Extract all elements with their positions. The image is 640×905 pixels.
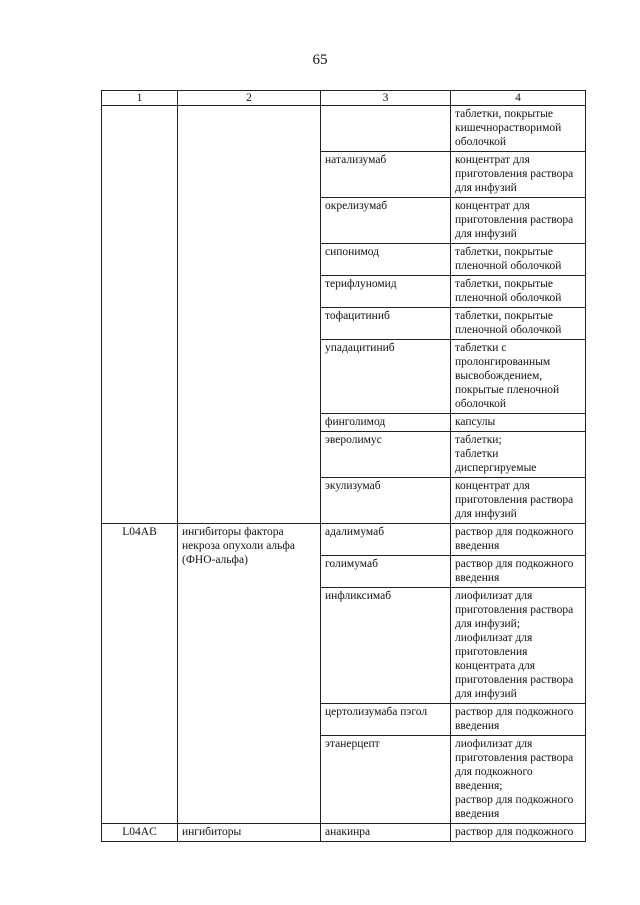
table-header-row bbox=[102, 91, 586, 106]
drug-name-cell: этанерцепт bbox=[321, 736, 451, 824]
dosage-form-cell: раствор для подкожного введения bbox=[451, 704, 586, 736]
drug-name-cell: эверолимус bbox=[321, 432, 451, 478]
dosage-form-cell: раствор для подкожного введения bbox=[451, 524, 586, 556]
column-header-2: 2 bbox=[178, 91, 321, 106]
drug-name-cell: терифлуномид bbox=[321, 276, 451, 308]
drug-table bbox=[101, 90, 586, 842]
group-name-cell bbox=[178, 106, 321, 524]
column-header-3: 3 bbox=[321, 91, 451, 106]
dosage-form-cell: капсулы bbox=[451, 414, 586, 432]
dosage-form-cell: раствор для подкожного bbox=[451, 824, 586, 842]
dosage-form-cell: концентрат для приготовления раствора для инфузий bbox=[451, 152, 586, 198]
drug-name-cell: адалимумаб bbox=[321, 524, 451, 556]
drug-name-cell: натализумаб bbox=[321, 152, 451, 198]
drug-name-cell: тофацитиниб bbox=[321, 308, 451, 340]
drug-name-cell: голимумаб bbox=[321, 556, 451, 588]
column-header-4: 4 bbox=[451, 91, 586, 106]
atc-code-cell: L04AC bbox=[102, 824, 178, 842]
dosage-form-cell: таблетки, покрытые пленочной оболочкой bbox=[451, 308, 586, 340]
drug-name-cell: финголимод bbox=[321, 414, 451, 432]
table-row bbox=[102, 824, 586, 842]
dosage-form-cell: концентрат для приготовления раствора для инфузий bbox=[451, 198, 586, 244]
drug-name-cell: экулизумаб bbox=[321, 478, 451, 524]
dosage-form-cell: таблетки, покрытые пленочной оболочкой bbox=[451, 276, 586, 308]
dosage-form-cell: раствор для подкожного введения bbox=[451, 556, 586, 588]
table-row bbox=[102, 524, 586, 556]
column-header-1: 1 bbox=[102, 91, 178, 106]
dosage-form-cell: таблетки; таблетки диспергируемые bbox=[451, 432, 586, 478]
drug-name-cell bbox=[321, 106, 451, 152]
dosage-form-cell: лиофилизат для приготовления раствора для инфузий; лиофилизат для приготовления концентрата для приготовления раствора для инфузий bbox=[451, 588, 586, 704]
drug-name-cell: инфликсимаб bbox=[321, 588, 451, 704]
group-name-cell: ингибиторы фактора некроза опухоли альфа (ФНО-альфа) bbox=[178, 524, 321, 824]
dosage-form-cell: лиофилизат для приготовления раствора для подкожного введения; раствор для подкожного введения bbox=[451, 736, 586, 824]
drug-name-cell: окрелизумаб bbox=[321, 198, 451, 244]
dosage-form-cell: таблетки, покрытые кишечнорастворимой оболочкой bbox=[451, 106, 586, 152]
drug-name-cell: цертолизумаба пэгол bbox=[321, 704, 451, 736]
dosage-form-cell: таблетки с пролонгированным высвобождением, покрытые пленочной оболочкой bbox=[451, 340, 586, 414]
page-number: 65 bbox=[312, 52, 328, 68]
group-name-cell: ингибиторы bbox=[178, 824, 321, 842]
drug-name-cell: упадацитиниб bbox=[321, 340, 451, 414]
table-row bbox=[102, 106, 586, 152]
drug-name-cell: сипонимод bbox=[321, 244, 451, 276]
drug-name-cell: анакинра bbox=[321, 824, 451, 842]
dosage-form-cell: концентрат для приготовления раствора для инфузий bbox=[451, 478, 586, 524]
dosage-form-cell: таблетки, покрытые пленочной оболочкой bbox=[451, 244, 586, 276]
atc-code-cell bbox=[102, 106, 178, 524]
atc-code-cell: L04AB bbox=[102, 524, 178, 824]
